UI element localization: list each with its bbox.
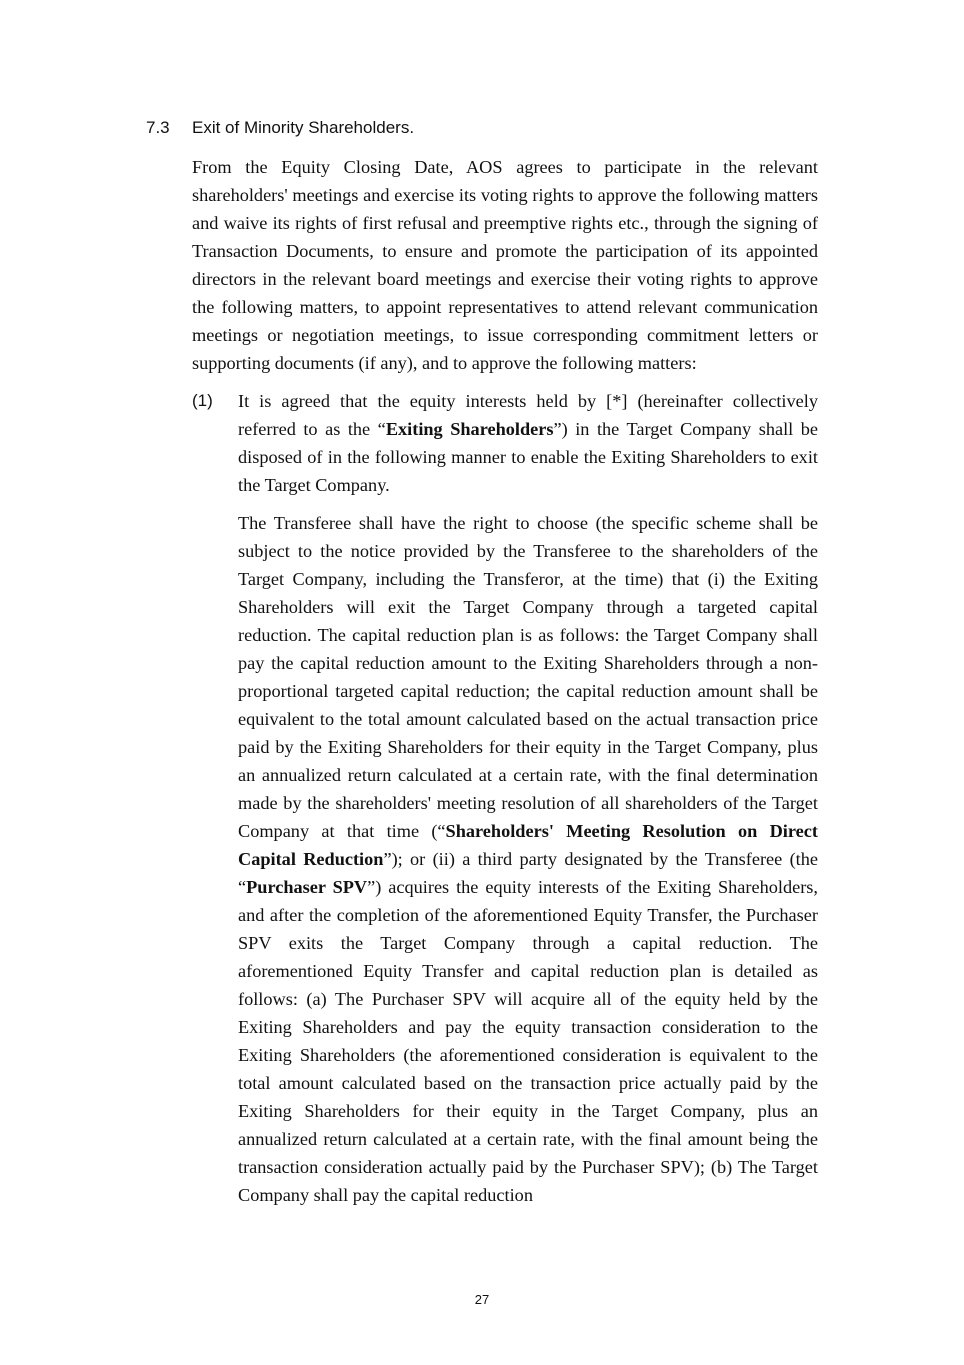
text: It is agreed that the equity interests held by [*] (hereinafter collectively referred to as the “ <box>238 391 818 439</box>
intro-paragraph: From the Equity Closing Date, AOS agrees to participate in the relevant shareholders' meetings and exercise its voting rights to approve the following matters and waive its rights of first refusal and preemptive rights etc., through the signing of Transaction Documents, to ensure and promote the participation of its appointed directors in the relevant board meetings and exercise their voting rights to approve the following matters, to appoint representatives to attend relevant communication meetings or negotiation meetings, to issue corresponding commitment letters or supporting documents (if any), and to approve the following matters: <box>192 157 818 373</box>
section-title: Exit of Minority Shareholders. <box>192 118 415 137</box>
list-item-number: (1) <box>192 391 213 410</box>
defined-term: Purchaser SPV <box>246 877 368 897</box>
section-number: 7.3 <box>146 118 170 137</box>
document-body <box>192 153 818 1219</box>
text: The Transferee shall have the right to choose (the specific scheme shall be subject to the notice provided by the Transferee to the shareholders of the Target Company, including the Transferor, at the time) that (i) the Exiting Shareholders will exit the Target Company through a targeted capital reduction. The capital reduction plan is as follows: the Target Company shall pay the capital reduction amount to the Exiting Shareholders through a non-proportional targeted capital reduction; the capital reduction amount shall be equivalent to the total amount calculated based on the actual transaction price paid by the Exiting Shareholders for their equity in the Target Company, plus an annualized return calculated at a certain rate, with the final determination made by the shareholders' meeting resolution of all shareholders of the Target Company at that time (“ <box>238 513 818 841</box>
item-paragraph-1 <box>238 387 818 499</box>
text: ”) acquires the equity interests of the Exiting Shareholders, and after the completion of the aforementioned Equity Transfer, the Purchaser SPV exits the Target Company through a capital reduction. The aforementioned Equity Transfer and capital reduction plan is detailed as follows: (a) The Purchaser SPV will acquire all of the equity held by the Exiting Shareholders and pay the equity transaction consideration to the Exiting Shareholders (the aforementioned consideration is equivalent to the total amount calculated based on the transaction price actually paid by the Exiting Shareholders for their equity in the Target Company, plus an annualized return calculated at a certain rate, with the final amount being the transaction consideration actually paid by the Purchaser SPV); (b) The Target Company shall pay the capital reduction <box>238 877 818 1205</box>
page-number: 27 <box>474 1292 490 1307</box>
item-paragraph-2 <box>238 509 818 1209</box>
text: ”) in the Target Company shall be disposed of in the following manner to enable the Exiting Shareholders to exit the Target Company. <box>238 419 818 495</box>
section-heading <box>146 118 414 138</box>
defined-term: Shareholders' Meeting Resolution on Direct Capital Reduction <box>238 821 818 869</box>
defined-term: Exiting Shareholders <box>385 419 554 439</box>
text: ”); or (ii) a third party designated by the Transferee (the “ <box>238 849 818 897</box>
list-item-1 <box>192 387 818 1209</box>
